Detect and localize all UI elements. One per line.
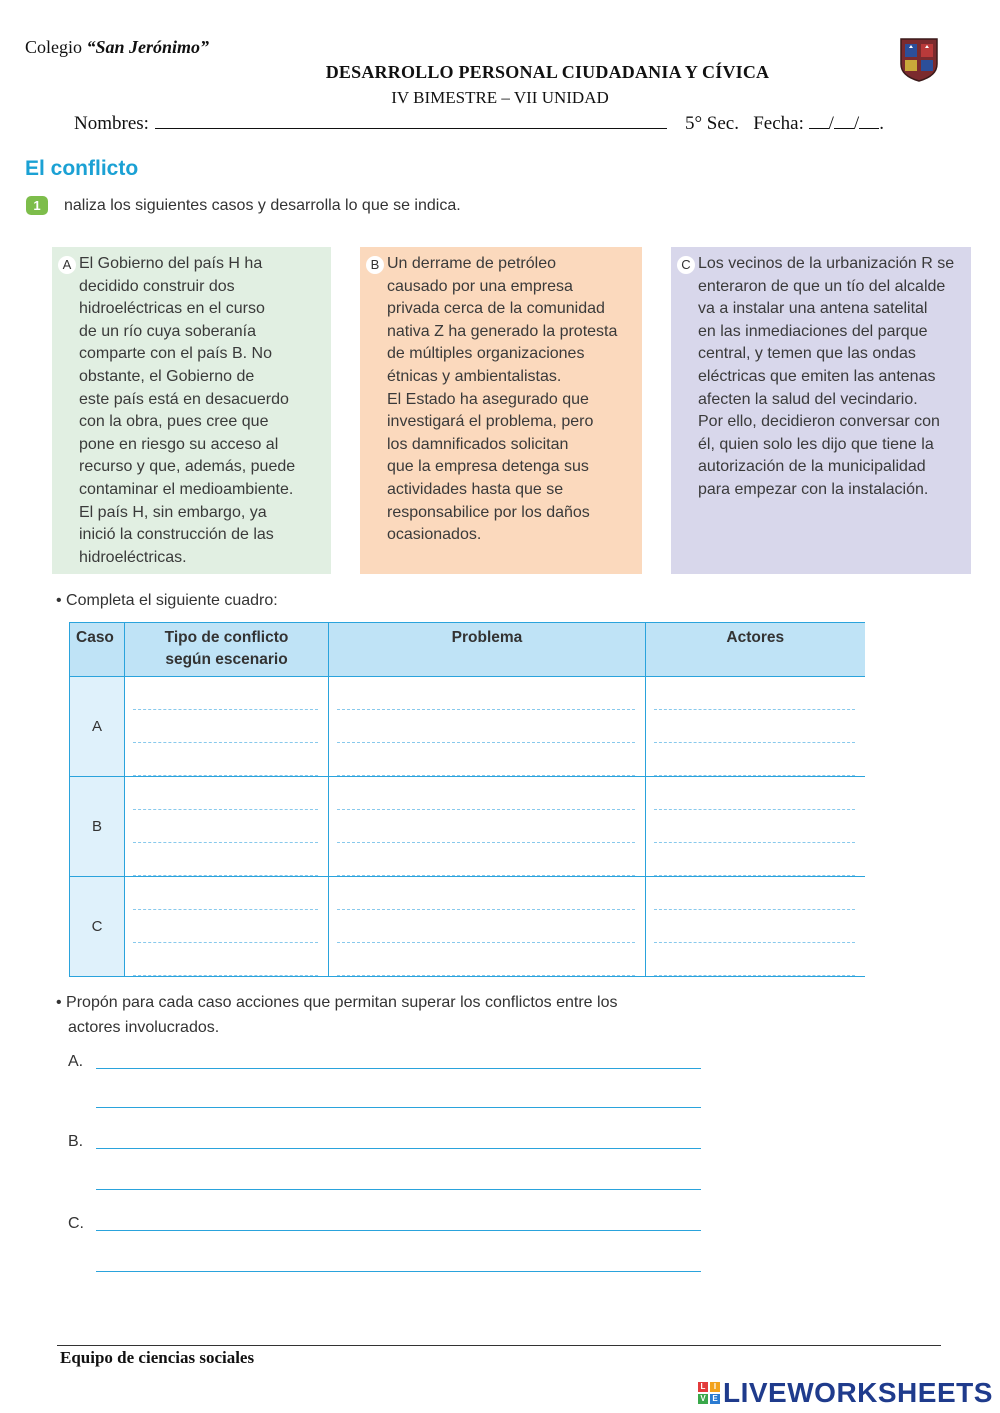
names-label: Nombres:	[74, 113, 149, 134]
answer-label-c: C.	[68, 1215, 84, 1232]
answer-cell-problema-c[interactable]	[329, 877, 646, 977]
answer-line-c1[interactable]	[96, 1230, 701, 1231]
activity-instruction: naliza los siguientes casos y desarrolla lo que se indica.	[64, 197, 461, 214]
case-c-box	[671, 247, 971, 574]
names-blank[interactable]	[155, 114, 667, 129]
date-month-blank[interactable]	[834, 114, 854, 129]
step-number-badge: 1	[26, 196, 48, 215]
worksheet-subtitle: IV BIMESTRE – VII UNIDAD	[391, 88, 609, 107]
liveworksheets-brand: LIVEWORKSHEETS	[723, 1377, 993, 1408]
answer-line-b1[interactable]	[96, 1148, 701, 1149]
date-year-blank[interactable]	[859, 114, 879, 129]
case-a-box	[52, 247, 331, 574]
school-name-bold: “San Jerónimo”	[86, 37, 210, 57]
worksheet-title: DESARROLLO PERSONAL CIUDADANIA Y CÍVICA	[325, 62, 770, 82]
answer-label-b: B.	[68, 1133, 84, 1150]
case-b-text: Un derrame de petróleo causado por una empresa privada cerca de la comunidad nativa Z ha generado la protesta de múltiples organizaciones étnicas y ambientalistas. El Estado ha asegurado que investigará el problema, pero los damnificados solicitan que la empresa detenga sus actividades hasta que se responsabilice por los daños ocasionados.	[387, 255, 618, 544]
answer-cell-tipo-b[interactable]	[125, 777, 329, 877]
date-label: Fecha:	[753, 113, 804, 134]
table-header-row	[70, 623, 865, 677]
date-day-blank[interactable]	[809, 114, 829, 129]
answer-cell-tipo-a[interactable]	[125, 677, 329, 777]
names-date-line: Nombres: 5° Sec. Fecha: / / .	[74, 113, 884, 134]
header-actores: Actores	[646, 623, 865, 677]
answer-line-b2[interactable]	[96, 1189, 701, 1190]
answer-cell-tipo-c[interactable]	[125, 877, 329, 977]
school-name: Colegio “San Jerónimo”	[25, 37, 210, 57]
row-label-c: C	[70, 877, 125, 977]
answer-label-a: A.	[68, 1053, 84, 1070]
answer-line-a1[interactable]	[96, 1068, 701, 1069]
table-instruction: • Completa el siguiente cuadro:	[56, 592, 278, 609]
answer-cell-actores-b[interactable]	[646, 777, 865, 877]
answer-cell-problema-b[interactable]	[329, 777, 646, 877]
case-c-letter: C	[677, 256, 695, 274]
footer-team: Equipo de ciencias sociales	[60, 1348, 255, 1367]
footer-divider	[57, 1345, 941, 1346]
answer-line-a2[interactable]	[96, 1107, 701, 1108]
case-c-text: Los vecinos de la urbanización R se enteraron de que un tío del alcalde va a instalar una antena satelital en las inmediaciones del parque central, y temen que las ondas eléctricas que emiten las antenas afecten la salud del vecindario. Por ello, decidieron conversar con él, quien solo les dijo que tiene la autorización de la municipalidad para empezar con la instalación.	[698, 255, 955, 498]
grade-label: 5° Sec.	[684, 113, 739, 134]
header-caso: Caso	[70, 623, 125, 677]
case-a-text: El Gobierno del país H ha decidido construir dos hidroeléctricas en el curso de un río cuya soberanía comparte con el país B. No obstante, el Gobierno de este país está en desacuerdo con la obra, pues cree que pone en riesgo su acceso al recurso y que, además, puede contaminar el medioambiente. El país H, sin embargo, ya inició la construcción de las hidroeléctricas.	[79, 255, 296, 566]
liveworksheets-icon: L I V E	[698, 1382, 720, 1404]
conflict-table	[69, 622, 865, 977]
row-label-b: B	[70, 777, 125, 877]
liveworksheets-logo	[698, 1378, 993, 1408]
answer-cell-problema-a[interactable]	[329, 677, 646, 777]
table-row-a	[70, 677, 865, 777]
table-row-b	[70, 777, 865, 877]
answer-cell-actores-a[interactable]	[646, 677, 865, 777]
section-title: El conflicto	[25, 157, 139, 180]
case-a-letter: A	[58, 256, 76, 274]
case-b-box	[360, 247, 642, 574]
header-tipo: Tipo de conflicto según escenario	[125, 623, 329, 677]
header-problema: Problema	[329, 623, 646, 677]
row-label-a: A	[70, 677, 125, 777]
table-row-c	[70, 877, 865, 977]
proposal-instruction: • Propón para cada caso acciones que permitan superar los conflictos entre los actores involucrados.	[56, 994, 618, 1036]
answer-line-c2[interactable]	[96, 1271, 701, 1272]
answer-cell-actores-c[interactable]	[646, 877, 865, 977]
case-b-letter: B	[366, 256, 384, 274]
